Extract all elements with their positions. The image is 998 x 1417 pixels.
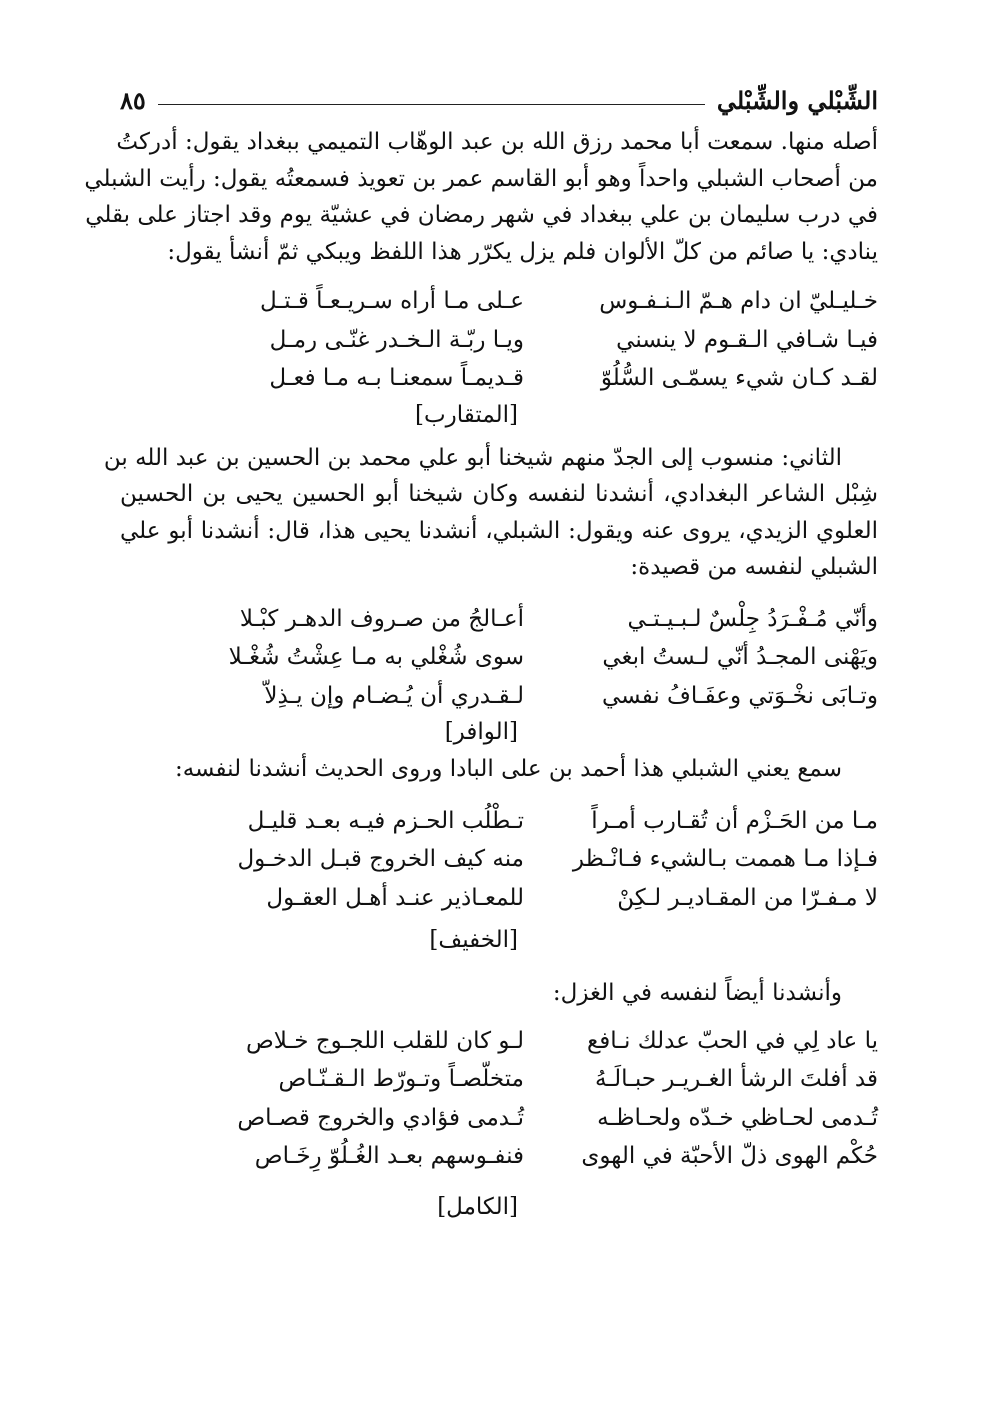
paragraph-2 (103, 440, 878, 586)
meter-label: [الوافر] (444, 719, 518, 745)
hemistich-first: مـا من الحَـزْم أن تُقـارب أمـراً (591, 807, 878, 834)
verse (120, 600, 878, 639)
hemistich-first: خـليـليّ ان دام هـمّ الـنـفـوس (599, 288, 878, 314)
verse (120, 802, 878, 841)
hemistich-second: للمعـاذير عنـد أهـل العقـول (266, 884, 524, 911)
verse (120, 1022, 878, 1061)
running-header (120, 78, 878, 122)
text-line: الشبلي لنفسه من قصيدة: (630, 554, 878, 580)
text-line: أصله منها. سمعت أبا محمد رزق الله بن عبد الوهّاب التميمي ببغداد يقول: أدركتُ (116, 129, 878, 155)
poem-1 (120, 282, 878, 432)
hemistich-first: تُـدمى لحـاظي خـدّه ولحـاظـه (597, 1104, 878, 1131)
poem-4 (120, 1022, 878, 1224)
hemistich-first: وتـابَى نخْـوَتي وعفَـافُ نفسي (602, 682, 878, 709)
verse (120, 1099, 878, 1138)
hemistich-first: لقـد كـان شيء يسمّـى السُّلُوّ (600, 365, 878, 391)
verse (120, 282, 878, 321)
hemistich-second: قـديمـاً سمعنـا بـه مـا فعـل (269, 365, 524, 391)
hemistich-second: تـطْلُب الحـزم فيـه بعـد قليـل (247, 807, 524, 834)
text-line: سمع يعني الشبلي هذا أحمد بن على البادا وروى الحديث أنشدنا لنفسه: (174, 756, 842, 782)
hemistich-second: عـلى مـا أراه سـريـعـاً قـتـل (259, 288, 524, 314)
paragraph-3 (120, 751, 878, 788)
hemistich-second: منه كيف الخروج قبـل الدخـول (237, 846, 524, 872)
text-line: شِبْل الشاعر البغدادي، أنشدنا لنفسه وكان شيخنا أبو الحسين يحيى بن الحسين (120, 481, 878, 507)
text-line: في درب سليمان بن علي ببغداد في شهر رمضان في عشيّة يوم وقد اجتاز على بقلي (85, 202, 878, 228)
hemistich-first: ويَهْنى المجـدُ أنّي لـستُ ابغي (602, 644, 878, 670)
hemistich-second: لـو كان للقلب اللجـوج خـلاص (246, 1027, 524, 1054)
running-title: الشِّبْلي والشِّبْلي (716, 85, 878, 115)
verse (120, 1060, 878, 1099)
text-line: من أصحاب الشبلي واحداً وهو أبو القاسم عمر بن تعويذ فسمعتُه يقول: رأيت الشبلي (84, 165, 878, 192)
text-line: الثاني: منسوب إلى الجدّ منهم شيخنا أبو علي محمد بن الحسين بن عبد الله بن (103, 444, 842, 471)
paragraph-1 (84, 124, 878, 270)
hemistich-second: ويـا ربّـة الـخـدر غنّـى رمـل (269, 326, 524, 353)
page-number: ٨٥ (120, 85, 146, 115)
hemistich-first: وأنّي مُـفْـرَدُ جِلْسٌ لـبـيـتـي (627, 605, 878, 632)
hemistich-second: فنفـوسهم بعـد الغُـلُوّ رِخَـاص (254, 1143, 524, 1169)
hemistich-first: يا عاد لِي في الحبّ عدلك نـافع (587, 1027, 878, 1054)
verse (120, 359, 878, 398)
hemistich-second: متخلّصـاً وتـورّط الـقـنّـاص (278, 1066, 524, 1092)
meter-label: [الكامل] (437, 1193, 518, 1220)
page-content (84, 78, 878, 1224)
hemistich-first: فـإذا مـا هممت بـالشيء فـانْـظر (572, 846, 878, 872)
hemistich-first: قد أفلتَ الرشأ الغـريـر حبـالَـهُ (595, 1066, 878, 1092)
hemistich-second: أعـالجُ من صـروف الدهـر كبْـلا (239, 605, 524, 632)
text-line: وأنشدنا أيضاً لنفسه في الغزل: (552, 980, 842, 1006)
hemistich-first: لا مـفـرّا من المقـاديـر لـكِنْ (617, 884, 878, 911)
verse (120, 321, 878, 360)
verse (120, 638, 878, 677)
header-rule (158, 104, 705, 105)
paragraph-4 (120, 975, 878, 1012)
verse (120, 677, 878, 716)
hemistich-second: تُـدمى فؤادي والخروج قصـاص (237, 1104, 524, 1131)
text-line: ينادي: يا صائم من كلّ الألوان فلم يزل يكرّر هذا اللفظ ويبكي ثمّ أنشأ يقول: (167, 238, 878, 265)
hemistich-first: فيـا شـافي الـقـوم لا ينسني (616, 326, 878, 353)
meter-label: [الخفيف] (429, 927, 518, 953)
hemistich-second: لـقـدري أن يُـضـام وإن يـذِلاّ (264, 682, 524, 709)
text-line: العلوي الزيدي، يروى عنه ويقول: الشبلي، أنشدنا يحيى هذا، قال: أنشدنا أبو علي (120, 517, 878, 544)
poem-2 (120, 600, 878, 750)
poem-3 (120, 802, 878, 958)
verse (120, 879, 878, 918)
meter-label: [المتقارب] (415, 401, 518, 428)
verse (120, 840, 878, 879)
verse (120, 1137, 878, 1176)
hemistich-second: سوى شُغْلي به مـا عِشْتُ شُغْـلا (228, 644, 524, 670)
hemistich-first: حُكْم الهوى ذلّ الأحبّة في الهوى (581, 1143, 878, 1169)
